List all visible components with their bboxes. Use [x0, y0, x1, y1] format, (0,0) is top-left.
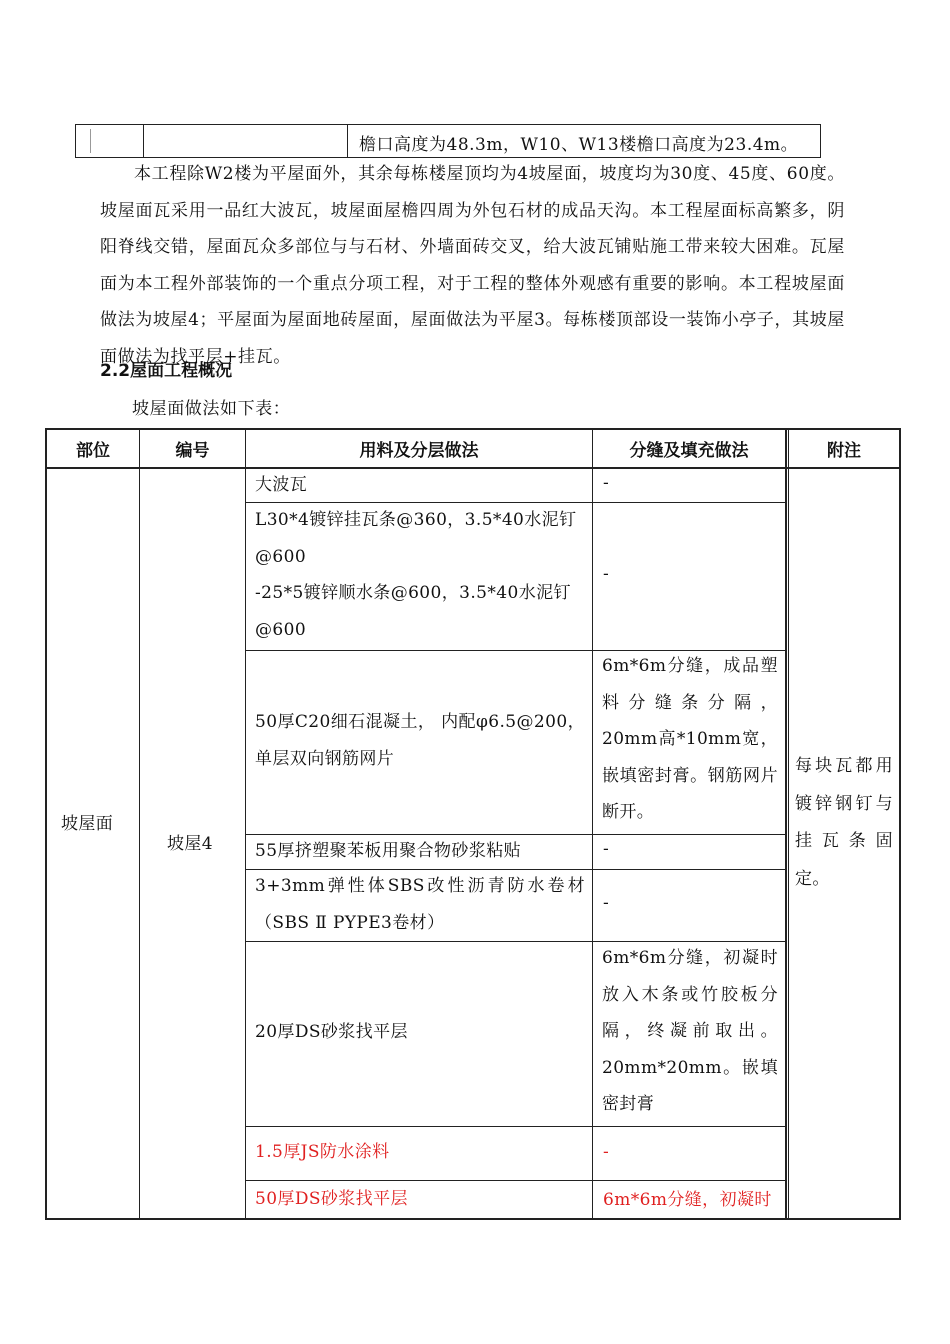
- top-row-text: 檐口高度为48.3m，W10、W13楼檐口高度为23.4m。: [359, 135, 799, 155]
- col-divider: [245, 430, 246, 1218]
- joint-row-8: 6m*6m分缝，初凝时: [603, 1190, 772, 1210]
- joint-row-2: -: [603, 564, 610, 584]
- col-divider: [788, 430, 789, 1218]
- top-row-cell-2: [144, 125, 348, 157]
- table-intro: 坡屋面做法如下表：: [132, 399, 291, 419]
- joint-row-7: -: [603, 1142, 610, 1162]
- method-row-2b: -25*5镀锌顺水条@600，3.5*40水泥钉@600: [255, 583, 571, 640]
- roof-method-table: [45, 428, 901, 1220]
- col-divider: [139, 430, 140, 1218]
- header-part: 部位: [76, 441, 110, 461]
- joint-row-3: 6m*6m分缝，成品塑料分缝条分隔，20mm高*10mm宽，嵌填密封膏。钢筋网片断开。: [602, 656, 778, 822]
- method-row-5: 3+3mm弹性体SBS改性沥青防水卷材（SBS Ⅱ PYPE3卷材）: [255, 876, 585, 933]
- row-rule: [245, 1126, 786, 1127]
- method-row-6: 20厚DS砂浆找平层: [255, 1022, 408, 1042]
- method-row-8: 50厚DS砂浆找平层: [255, 1189, 408, 1209]
- top-table-row: [75, 124, 821, 158]
- method-row-7: 1.5厚JS防水涂料: [255, 1142, 390, 1162]
- joint-row-5: -: [603, 893, 610, 913]
- body-paragraph: 本工程除W2楼为平屋面外，其余每栋楼屋顶均为4坡屋面，坡度均为30度、45度、60度。坡屋面瓦采用一品红大波瓦，坡屋面屋檐四周为外包石材的成品天沟。本工程屋面标高繁多，阴阳脊线交错，屋面瓦众多部位与与石材、外墙面砖交叉，给大波瓦铺贴施工带来较大困难。瓦屋面为本工程外部装饰的一个重点分项工程，对于工程的整体外观感有重要的影响。本工程坡屋面做法为坡屋4；平屋面为屋面地砖屋面，屋面做法为平屋3。每栋楼顶部设一装饰小亭子，其坡屋面做法为找平层+挂瓦。: [100, 164, 845, 367]
- header-method: 用料及分层做法: [359, 441, 479, 461]
- col-divider: [592, 430, 593, 1218]
- header-note: 附注: [827, 441, 861, 461]
- cell-part: 坡屋面: [61, 814, 114, 834]
- joint-row-6: 6m*6m分缝，初凝时放入木条或竹胶板分隔，终凝前取出。20mm*20mm。嵌填密封膏: [602, 948, 778, 1114]
- header-joint: 分缝及填充做法: [629, 441, 749, 461]
- top-row-cell-1: [76, 125, 144, 157]
- header-rule: [47, 467, 899, 469]
- col-divider: [785, 430, 787, 1218]
- cell-note: 每块瓦都用镀锌钢钉与挂瓦条固定。: [795, 756, 893, 889]
- cell-mark: [90, 129, 91, 153]
- joint-row-1: -: [603, 473, 610, 493]
- joint-row-4: -: [603, 839, 610, 859]
- cell-code: 坡屋4: [167, 834, 214, 854]
- method-row-1: 大波瓦: [255, 475, 308, 495]
- method-row-2a: L30*4镀锌挂瓦条@360，3.5*40水泥钉@600: [255, 510, 577, 567]
- section-title: 2.2屋面工程概况: [100, 361, 233, 381]
- method-row-4: 55厚挤塑聚苯板用聚合物砂浆粘贴: [255, 841, 522, 861]
- header-code: 编号: [175, 441, 210, 461]
- method-row-3: 50厚C20细石混凝土， 内配φ6.5@200，单层双向钢筋网片: [255, 712, 585, 769]
